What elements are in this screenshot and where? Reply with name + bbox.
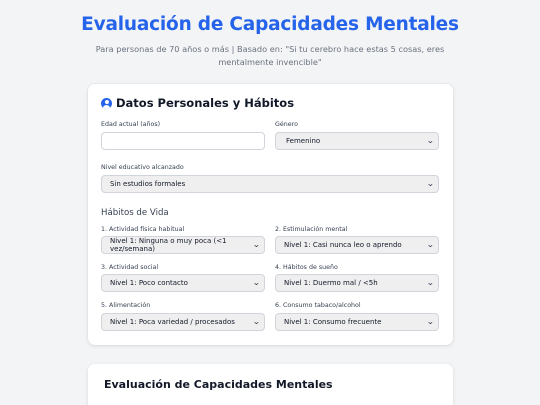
gender-label: Género xyxy=(275,121,298,128)
page-title: Evaluación de Capacidades Mentales xyxy=(81,14,459,35)
personal-data-heading xyxy=(101,96,294,110)
chevron-down-icon: ⌄ xyxy=(252,317,261,326)
habit-value-sleep: Nivel 1: Duermo mal / <5h xyxy=(284,279,378,287)
gender-select-value: Femenino xyxy=(286,137,321,145)
gender-select[interactable] xyxy=(275,132,439,150)
habit-select-mental[interactable] xyxy=(275,236,439,254)
evaluation-card xyxy=(88,364,453,405)
chevron-down-icon: ⌄ xyxy=(426,317,435,326)
habit-label-physical: 1. Actividad física habitual xyxy=(101,226,185,233)
education-select[interactable] xyxy=(101,175,439,193)
personal-data-title: Datos Personales y Hábitos xyxy=(116,96,295,110)
habit-label-diet: 5. Alimentación xyxy=(101,302,151,309)
habits-heading: Hábitos de Vida xyxy=(101,208,169,218)
education-label: Nivel educativo alcanzado xyxy=(101,164,184,171)
habit-value-diet: Nivel 1: Poca variedad / procesados xyxy=(110,318,235,326)
chevron-down-icon: ⌄ xyxy=(426,136,435,145)
personal-data-card xyxy=(88,84,453,345)
chevron-down-icon: ⌄ xyxy=(426,278,435,287)
evaluation-title: Evaluación de Capacidades Mentales xyxy=(104,378,333,391)
age-input[interactable] xyxy=(101,132,265,150)
habit-label-social: 3. Actividad social xyxy=(101,264,159,271)
page-subtitle: Para personas de 70 años o más | Basado en: "Si tu cerebro hace estas 5 cosas, eres mentalmente invencible" xyxy=(95,44,445,67)
habit-value-mental: Nivel 1: Casi nunca leo o aprendo xyxy=(284,241,402,249)
habit-value-social: Nivel 1: Poco contacto xyxy=(110,279,188,287)
habit-select-physical[interactable] xyxy=(101,236,265,254)
education-select-value: Sin estudios formales xyxy=(110,180,186,188)
habit-value-physical: Nivel 1: Ninguna o muy poca (<1 vez/semana) xyxy=(110,237,227,253)
habit-label-substances: 6. Consumo tabaco/alcohol xyxy=(275,302,361,309)
habit-select-substances[interactable] xyxy=(275,313,439,331)
chevron-down-icon: ⌄ xyxy=(426,179,435,188)
habit-select-diet[interactable] xyxy=(101,313,265,331)
age-label: Edad actual (años) xyxy=(101,121,161,128)
chevron-down-icon: ⌄ xyxy=(252,240,261,249)
chevron-down-icon: ⌄ xyxy=(426,240,435,249)
habit-select-sleep[interactable] xyxy=(275,274,439,292)
chevron-down-icon: ⌄ xyxy=(252,278,261,287)
habit-select-social[interactable] xyxy=(101,274,265,292)
user-circle-icon xyxy=(101,98,112,109)
habit-label-mental: 2. Estimulación mental xyxy=(275,226,348,233)
habit-label-sleep: 4. Hábitos de sueño xyxy=(275,264,338,271)
habit-value-substances: Nivel 1: Consumo frecuente xyxy=(284,318,382,326)
